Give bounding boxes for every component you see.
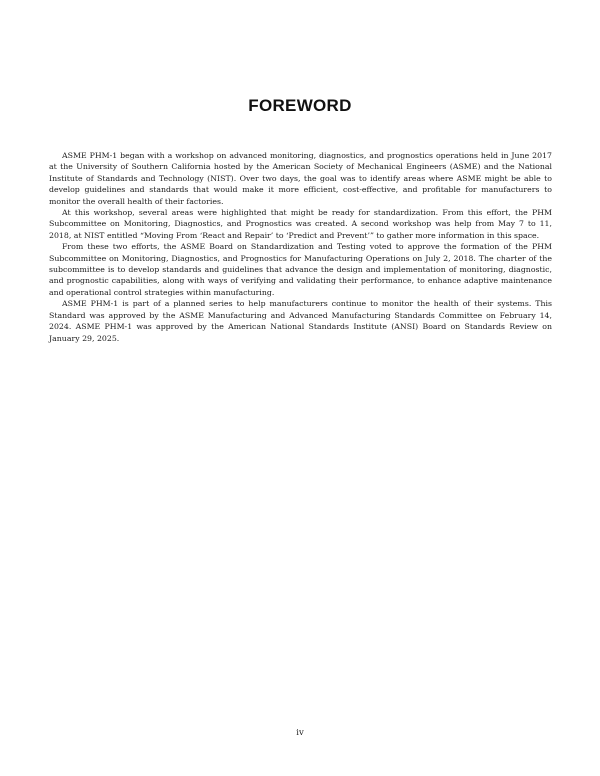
paragraph: From these two efforts, the ASME Board on Standardization and Testing voted to approve the formation of the PHM Subcommittee on Monitoring, Diagnostics, and Prognostics for Manufacturing Operations on July 2, 2018. The charter of the subcommittee is to develop standards and guidelines that advance the design and implementation of monitoring, diagnostic, and prognostic capabilities, along with ways of verifying and validating their performance, to enhance adaptive maintenance and operational control strategies within manufacturing. [49,242,552,297]
page-title: FOREWORD [248,96,352,115]
page-number: iv [296,728,304,738]
paragraph: ASME PHM-1 is part of a planned series to help manufacturers continue to monitor the health of their systems. This Standard was approved by the ASME Manufacturing and Advanced Manufacturing Standards Committee on February 14, 2024. ASME PHM-1 was approved by the American National Standards Institute (ANSI) Board on Standards Review on January 29, 2025. [49,299,552,343]
paragraph: At this workshop, several areas were highlighted that might be ready for standardization. From this effort, the PHM Subcommittee on Monitoring, Diagnostics, and Prognostics was created. A second workshop was help from May 7 to 11, 2018, at NIST entitled “Moving From ‘React and Repair’ to ‘Predict and Prevent’” to gather more information in this space. [49,208,552,240]
foreword-body [49,150,552,344]
paragraph: ASME PHM-1 began with a workshop on advanced monitoring, diagnostics, and prognostics operations held in June 2017 at the University of Southern California hosted by the American Society of Mechanical Engineers (ASME) and the National Institute of Standards and Technology (NIST). Over two days, the goal was to identify areas where ASME might be able to develop guidelines and standards that would make it more efficient, cost-effective, and profitable for manufacturers to monitor the overall health of their factories. [49,151,552,206]
